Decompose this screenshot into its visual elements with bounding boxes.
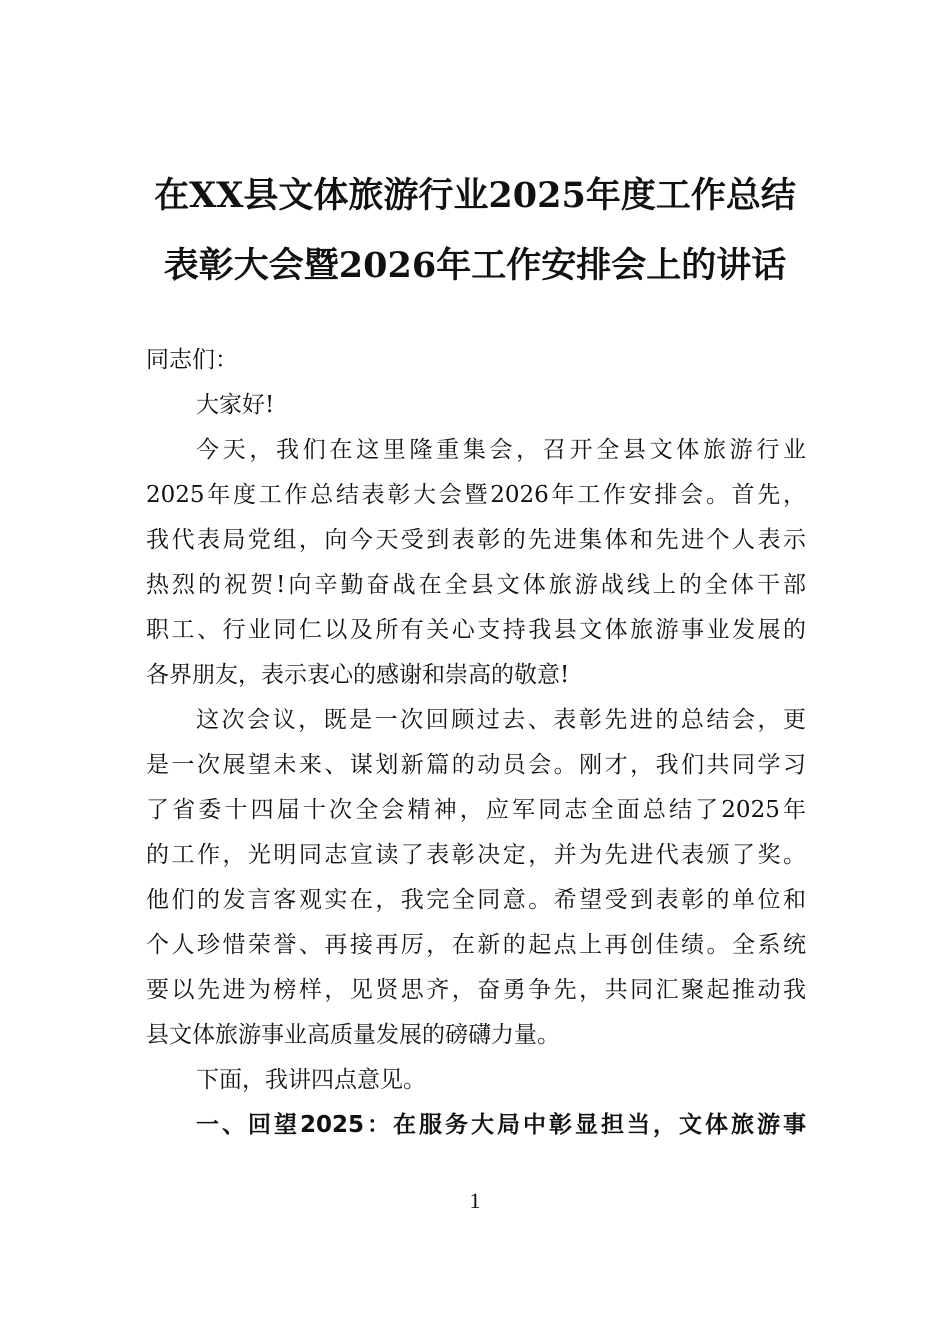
paragraph-line: 了省委十四届十次全会精神，应军同志全面总结了2025年: [146, 797, 806, 823]
paragraph-transition: 下面，我讲四点意见。: [196, 1067, 426, 1093]
paragraph-line: 各界朋友，表示衷心的感谢和崇高的敬意!: [146, 662, 570, 688]
page-number: 1: [469, 1188, 481, 1213]
paragraph-line: 的工作，光明同志宣读了表彰决定，并为先进代表颁了奖。: [146, 842, 806, 868]
paragraph-line: 我代表局党组，向今天受到表彰的先进集体和先进个人表示: [146, 527, 806, 553]
document-title-line-1: 在XX县文体旅游行业2025年度工作总结: [154, 175, 796, 216]
section-heading-1: 一、回望2025：在服务大局中彰显担当，文体旅游事: [196, 1112, 806, 1138]
paragraph-opening: [146, 428, 806, 698]
document-title-line-2: 表彰大会暨2026年工作安排会上的讲话: [163, 245, 787, 286]
paragraph-meeting: [146, 698, 806, 1058]
paragraph-line: 县文体旅游事业高质量发展的磅礴力量。: [146, 1022, 560, 1048]
paragraph-line: 他们的发言客观实在，我完全同意。希望受到表彰的单位和: [146, 887, 806, 913]
greeting: 大家好!: [196, 392, 275, 418]
paragraph-line: 这次会议，既是一次回顾过去、表彰先进的总结会，更: [196, 707, 806, 733]
salutation: 同志们：: [146, 347, 238, 373]
paragraph-line: 个人珍惜荣誉、再接再厉，在新的起点上再创佳绩。全系统: [146, 932, 806, 958]
paragraph-line: 是一次展望未来、谋划新篇的动员会。刚才，我们共同学习: [146, 752, 806, 778]
paragraph-line: 职工、行业同仁以及所有关心支持我县文体旅游事业发展的: [146, 617, 806, 643]
paragraph-line: 要以先进为榜样，见贤思齐，奋勇争先，共同汇聚起推动我: [146, 977, 806, 1003]
paragraph-line: 今天，我们在这里隆重集会，召开全县文体旅游行业: [196, 437, 806, 463]
paragraph-line: 热烈的祝贺!向辛勤奋战在全县文体旅游战线上的全体干部: [146, 572, 806, 598]
document-body: [146, 338, 806, 1148]
paragraph-line: 2025年度工作总结表彰大会暨2026年工作安排会。首先，: [146, 482, 806, 508]
